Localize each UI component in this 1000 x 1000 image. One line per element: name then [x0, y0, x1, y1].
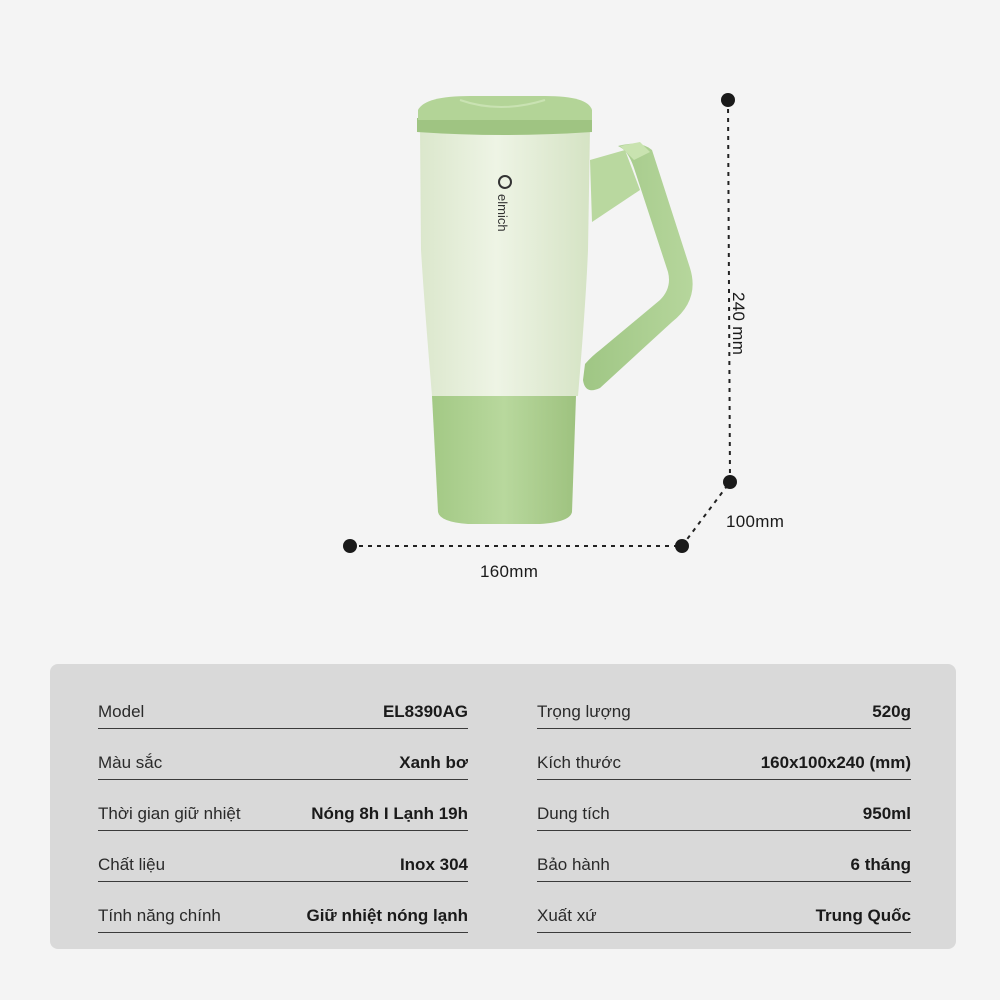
spec-label: Chất liệu: [98, 855, 166, 874]
dimension-width-label: 160mm: [480, 562, 539, 581]
spec-label: Bảo hành: [537, 855, 610, 874]
spec-row: [537, 831, 911, 882]
spec-label: Dung tích: [537, 804, 610, 823]
tumbler-base: [432, 396, 576, 524]
spec-label: Model: [98, 702, 145, 721]
spec-value: Nóng 8h I Lạnh 19h: [311, 804, 468, 823]
dimension-height-label: 240 mm: [729, 292, 748, 356]
dimension-dot: [343, 539, 357, 553]
dimension-dot: [723, 475, 737, 489]
spec-value: Trung Quốc: [815, 906, 911, 925]
spec-label: Kích thước: [537, 753, 621, 772]
tumbler-body: [420, 128, 590, 396]
spec-row: [98, 882, 468, 933]
spec-value: 520g: [872, 702, 911, 721]
spec-value: Inox 304: [399, 855, 468, 874]
spec-row: [98, 780, 468, 831]
tumbler-lid: [417, 96, 592, 135]
spec-value: 6 tháng: [850, 855, 911, 874]
spec-value: Giữ nhiệt nóng lạnh: [306, 906, 468, 925]
spec-label: Thời gian giữ nhiệt: [98, 804, 241, 823]
spec-row: [98, 831, 468, 882]
spec-column-right: [537, 678, 911, 933]
spec-row: [537, 678, 911, 729]
spec-value: 950ml: [862, 804, 911, 823]
brand-text: elmich: [495, 194, 510, 232]
spec-column-left: [98, 678, 468, 933]
spec-row: [537, 780, 911, 831]
spec-table: [50, 664, 956, 949]
spec-label: Trọng lượng: [537, 702, 631, 721]
spec-row: [537, 882, 911, 933]
spec-label: Tính năng chính: [98, 906, 221, 925]
tumbler-handle: [583, 142, 693, 390]
dimension-depth-label: 100mm: [726, 512, 785, 531]
spec-value: Xanh bơ: [399, 753, 468, 772]
spec-value: 160x100x240 (mm): [760, 753, 911, 772]
spec-row: [98, 678, 468, 729]
dimension-dot: [721, 93, 735, 107]
spec-value: EL8390AG: [382, 702, 468, 721]
spec-row: [537, 729, 911, 780]
dimension-dot: [675, 539, 689, 553]
spec-label: Xuất xứ: [537, 906, 597, 925]
spec-row: [98, 729, 468, 780]
spec-label: Màu sắc: [98, 753, 163, 772]
